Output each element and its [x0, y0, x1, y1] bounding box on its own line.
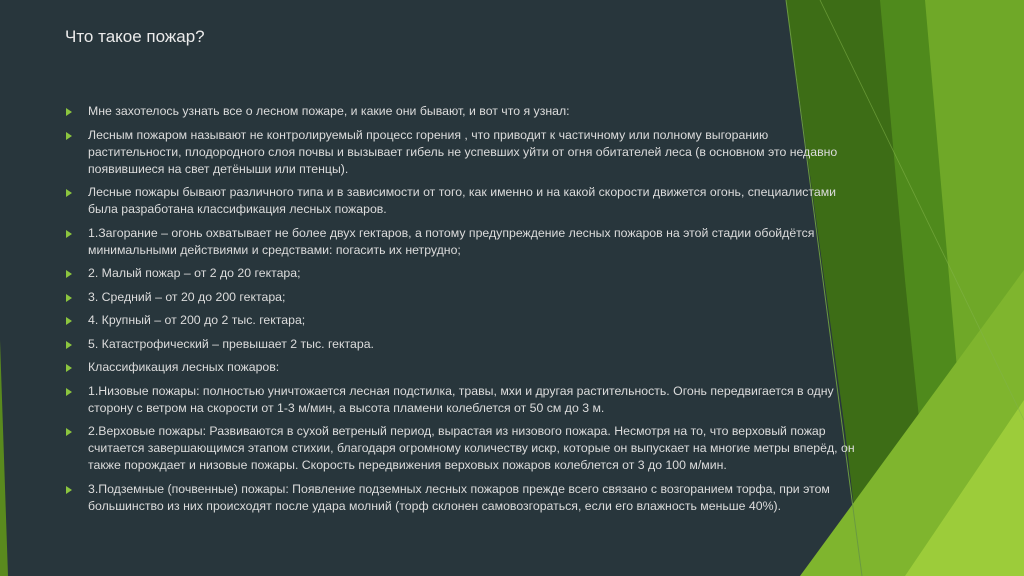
bullet-item — [66, 103, 856, 120]
bullet-item — [66, 265, 856, 282]
triangle-right-icon — [66, 108, 72, 116]
bullet-item — [66, 359, 856, 376]
bullet-text: Лесные пожары бывают различного типа и в зависимости от того, как именно и на какой скорости движется огонь, специалистами была разработана классификация лесных пожаров. — [88, 185, 837, 216]
bullet-text: 3. Средний – от 20 до 200 гектара; — [88, 289, 286, 304]
bullet-text: 1.Загорание – огонь охватывает не более двух гектаров, а потому предупреждение лесных пожаров на этой стадии обойдётся минимальными действиями и средствами: погасить их нетрудно; — [88, 225, 815, 257]
bullet-list — [66, 103, 856, 521]
triangle-right-icon — [66, 132, 72, 140]
bullet-item — [66, 423, 856, 474]
bullet-text: Лесным пожаром называют не контролируемый процесс горения , что приводит к частичному или полному выгоранию растительности, плодородного слоя почвы и вызывает гибель не успевших уйти от огня обитателей леса (в основном это недавно появившиеся на свет детёныши или птенцы). — [88, 127, 838, 176]
bullet-item — [66, 289, 856, 306]
bullet-text: 5. Катастрофический – превышает 2 тыс. гектара. — [88, 336, 374, 351]
bullet-text: Классификация лесных пожаров: — [88, 360, 280, 374]
bullet-text: 2.Верховые пожары: Развиваются в сухой ветреный период, вырастая из низового пожара. Несмотря на то, что верховый пожар считается завершающимся этапом стихии, благодаря огромному количеству искр, которые он выпускает на многие метры вперёд, он также порождает и низовые пожары. Скорость передвижения верховых пожаров колеблется от 3 до 100 м/мин. — [88, 424, 855, 472]
bullet-item — [66, 312, 856, 329]
bullet-text: 2. Малый пожар – от 2 до 20 гектара; — [88, 266, 301, 280]
triangle-right-icon — [66, 294, 72, 302]
bullet-text: 4. Крупный – от 200 до 2 тыс. гектара; — [88, 313, 306, 327]
triangle-right-icon — [66, 270, 72, 278]
triangle-right-icon — [66, 428, 72, 436]
triangle-right-icon — [66, 341, 72, 349]
triangle-right-icon — [66, 189, 72, 197]
facet-left-sliver — [0, 340, 8, 576]
bullet-text: 3.Подземные (почвенные) пожары: Появление подземных лесных пожаров прежде всего связано с возгоранием торфа, при этом большинство из них происходят после удара молний (торф склонен самовозгораться, если его влажность меньше 40%). — [88, 481, 830, 513]
bullet-item — [66, 481, 856, 515]
slide-title: Что такое пожар? — [65, 27, 205, 46]
bullet-item — [66, 127, 856, 178]
bullet-item — [66, 336, 856, 353]
bullet-text: Мне захотелось узнать все о лесном пожаре, и какие они бывают, и вот что я узнал: — [88, 104, 570, 118]
triangle-right-icon — [66, 388, 72, 396]
triangle-right-icon — [66, 364, 72, 372]
bullet-text: 1.Низовые пожары: полностью уничтожается лесная подстилка, травы, мхи и другая растительность. Огонь передвигается в одну сторону с ветром на скорости от 1-3 м/мин, а высота пламени колеблется от 50 см до 3 м. — [88, 383, 834, 415]
bullet-item — [66, 225, 856, 259]
triangle-right-icon — [66, 486, 72, 494]
triangle-right-icon — [66, 230, 72, 238]
bullet-item — [66, 184, 856, 218]
triangle-right-icon — [66, 317, 72, 325]
bullet-item — [66, 383, 856, 417]
